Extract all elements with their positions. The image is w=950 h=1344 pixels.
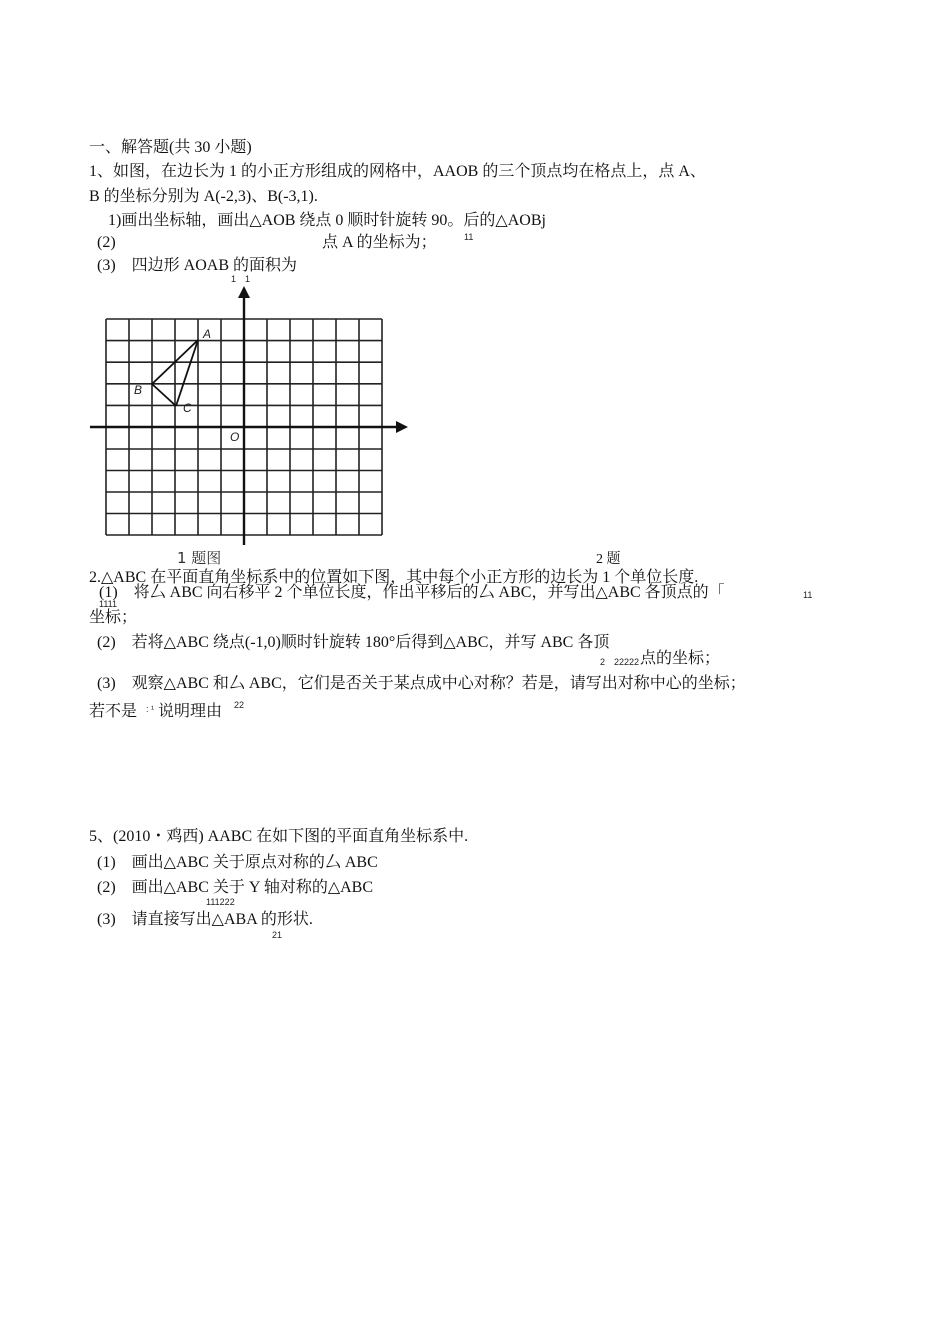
q1-line4-superscript: 11: [464, 232, 474, 242]
q2-sub3-end: 说明理由: [158, 703, 223, 720]
q2-sub3-continued: 若不是: [89, 703, 138, 720]
q2-sub1-tail: 11: [803, 590, 813, 600]
q5-sub2: (2) 画出△ABC 关于 Y 轴对称的△ABC: [97, 879, 374, 896]
point-a-label: A: [203, 327, 212, 341]
q2-sub1: (1) 将厶 ABC 向右移平 2 个单位长度，作出平移后的厶 ABC，并写出△ABC 各顶点的「: [99, 584, 725, 601]
q2-sub1-continued: 坐标；: [89, 609, 138, 626]
origin-o-label: O: [230, 430, 240, 444]
q5-sub3-small: 21: [272, 930, 283, 940]
q2-sub3-mark: : ¹: [146, 704, 154, 714]
q5-sub3: (3) 请直接写出△ABA 的形状.: [97, 911, 313, 928]
q2-line1: 2.△ABC 在平面直角坐标系中的位置如下图，其中每个小正方形的边长为 1 个单位长度.: [89, 569, 699, 586]
q1-line4-number: (2): [97, 234, 116, 251]
q1-line2: B 的坐标分别为 A(-2,3)、B(-3,1).: [89, 188, 318, 205]
q5-line1: 5、(2010・鸡西) AABC 在如下图的平面直角坐标系中.: [89, 828, 469, 845]
q1-line3: 1)画出坐标轴，画出△AOB 绕点 0 顺时针旋转 90。后的△AOBj: [108, 212, 546, 229]
q1-figure-caption: 1 题图: [177, 549, 222, 567]
q2-sub1-small: 1111: [99, 599, 118, 609]
q2-sub3: (3) 观察△ABC 和厶 ABC，它们是否关于某点成中心对称？若是，请写出对称中心的坐标；: [97, 675, 746, 692]
q1-line5: (3) 四边形 AOAB 的面积为: [97, 257, 297, 274]
y-axis-arrow-icon: [238, 286, 250, 298]
q5-sub1: (1) 画出△ABC 关于原点对称的厶 ABC: [97, 854, 378, 871]
q2-sub2-continued: 点的坐标；: [640, 650, 721, 667]
point-c-label: C: [183, 401, 192, 415]
section-title: 一、解答题(共 30 小题): [89, 139, 252, 156]
q1-line1: 1、如图，在边长为 1 的小正方形组成的网格中，AAOB 的三个顶点均在格点上，点 A、: [89, 163, 706, 180]
q2-sub2-small: 2 22222: [600, 657, 640, 667]
q2-sub2: (2) 若将△ABC 绕点(-1,0)顺时针旋转 180°后得到△ABC，并写 ABC 各顶: [97, 634, 610, 651]
q1-tiny-marks: 1 1: [231, 274, 251, 284]
q1-line4-text: 点 A 的坐标为；: [322, 234, 437, 251]
q5-sub2-small: 111222: [206, 897, 235, 907]
x-axis-arrow-icon: [396, 421, 408, 433]
coordinate-axes: [90, 292, 400, 545]
q2-sub3-superscript: 22: [234, 700, 245, 710]
q2-figure-caption: 2 题: [596, 552, 621, 567]
point-b-label: B: [134, 383, 143, 397]
